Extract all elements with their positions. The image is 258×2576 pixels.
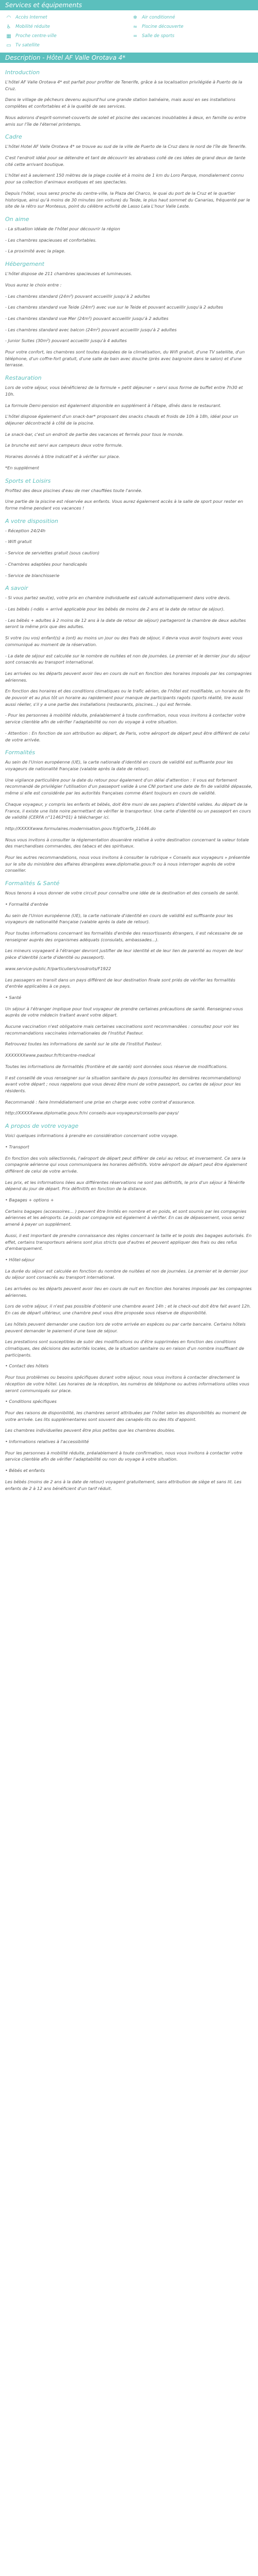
service-item	[5, 24, 126, 31]
tv-icon: ▭	[6, 43, 11, 49]
sante-paragraphs	[5, 901, 253, 1116]
paragraph: - Si vous partez seul(e), votre prix en chambre individuelle est calculé automatiquement dans votre devis.	[5, 595, 231, 601]
paragraph: Le brunche est servi aux campeurs deux votre formule.	[5, 443, 123, 448]
paragraph: Les arrivées ou les départs peuvent avoir lieu en cours de nuit en fonction des horaires imposés par les compagnies aériennes.	[5, 670, 252, 683]
paragraph: Pour les personnes à mobilité réduite, préalablement à toute confirmation, nous vous invitons à contacter votre service clientèle afin de vérifier l'adaptabilité ou non du voyage à votre situation.	[5, 1450, 243, 1462]
paragraph: - Les chambres standard vue Mer (24m²) pouvant accueillir jusqu'à 2 adultes	[5, 315, 169, 321]
paragraph: • Transport	[5, 1144, 29, 1149]
cadre-title: Cadre	[5, 133, 22, 141]
services-list	[0, 10, 258, 53]
paragraph: Les prestations sont susceptibles de subir des modifications ou d'être supprimées en fonction des conditions climatiques, des décisions des autorités locales, de la situation sanitaire ou en raison d'un nombre insuffisant de participants.	[5, 1339, 245, 1358]
service-item	[5, 42, 126, 49]
paragraph: • Informations relatives à l'accessibilité	[5, 1439, 89, 1445]
paragraph: Si votre (ou vos) enfant(s) a (ont) au moins un jour ou des frais de séjour, il devra vous avoir toujours avec vous communiqué au moment de la réservation.	[5, 635, 243, 647]
paragraph: • Conditions spécifiques	[5, 1399, 57, 1404]
paragraph: • Contact des hôtels	[5, 1363, 49, 1369]
paragraph: L'hôtel Hotel AF Valle Orotava 4* se trouve au sud de la ville de Puerto de la Cruz dans le nord de l'île de Tenerife.	[5, 144, 247, 149]
paragraph: Chaque voyageur, y compris les enfants et bébés, doit être muni de ses papiers d'identité valides. Au départ de la France, il existe une liste noire permettant de vérifier le transporteur. Une carte d'identité ou un passeport en cours de validité (CERFA n°11463*01) à télécharger ici.	[5, 801, 251, 820]
paragraph: Pour tous problèmes ou besoins spécifiques durant votre séjour, nous vous invitons à contacter directement la réception de votre hôtel. Les horaires de la réception, les numéros de téléphone ou autres informations utiles vous seront communiqués sur place.	[5, 1375, 249, 1393]
paragraph: www.service-public.fr/particuliers/vosdroits/F1922	[5, 965, 111, 971]
paragraph: Les chambres individuelles peuvent être plus petites que les chambres doubles.	[5, 1428, 175, 1433]
paragraph: XXXXXXXwww.pasteur.fr/fr/centre-medical	[5, 1053, 95, 1058]
paragraph: Horaires donnés à titre indicatif et à vérifier sur place.	[5, 454, 120, 460]
paragraph: - Wifi gratuit	[5, 539, 32, 545]
service-item	[5, 33, 126, 40]
restauration-title: Restauration	[5, 375, 42, 382]
paragraph: • Bagages + options +	[5, 1197, 54, 1203]
paragraph: Les passagers en transit dans un pays différent de leur destination finale sont priés de vérifier les formalités d'entrée applicables à ce pays.	[5, 977, 236, 989]
paragraph: Les arrivées ou les départs peuvent avoir lieu en cours de nuit en fonction des horaires imposés par les compagnies aériennes.	[5, 1286, 252, 1298]
paragraph: Le snack-bar, c'est un endroit de partie des vacances et fermés pour tous le monde.	[5, 431, 184, 437]
paragraph: Au sein de l'Union européenne (UE), la carte nationale d'identité en cours de validité est suffisante pour les voyageurs de nationalité française (valable après la date de retour).	[5, 759, 233, 772]
paragraph: - Attention : En fonction de son attribution au départ, de Paris, votre aéroport de départ peut être différent de celui de votre arrivée.	[5, 730, 250, 742]
paragraph: - Pour les personnes à mobilité réduite, préalablement à toute confirmation, nous vous invitons à contacter votre service clientèle afin de vérifier l'adaptabilité ou non du voyage à votre situation.	[5, 713, 246, 725]
apropos-intro: Voici quelques informations à prendre en considération concernant votre voyage.	[5, 1133, 179, 1139]
paragraph: Une vigilance particulière pour la date du retour pour également d'un délai d'attention : Il vous est fortement recommandé de privilégier l'utilisation d'un passeport valide à une CNI portant une date de fin de validité dépassée, même si elle est considérée par les autorités françaises comme étant toujours en cours de validité.	[5, 777, 253, 796]
situation-title: On aime	[5, 215, 29, 223]
pool-icon: ≈	[133, 24, 138, 30]
description-section	[0, 68, 258, 1492]
paragraph: Lors de votre séjour, vous bénéficierez de la formule « petit déjeuner » servi sous forme de buffet entre 7h30 et 10h.	[5, 385, 243, 397]
paragraph: Nous adorons d'esprit-sommet-couverts de soleil et piscine des vacances inoubliables à deux, en famille ou entre amis sur l'île de l'éternel printemps.	[5, 114, 246, 127]
situation-list	[5, 226, 253, 255]
paragraph: Les mineurs voyageant à l'étranger devront justifier de leur identité et de leur lien de parenté au moyen de leur pièce d'identité (carte d'identité ou passeport).	[5, 948, 244, 960]
paragraph: - Réception 24/24h	[5, 528, 46, 533]
paragraph: Recommandé : faire Immédiatement une prise en charge avec votre contrat d'assurance.	[5, 1099, 196, 1105]
paragraph: - Les chambres standard (24m²) pouvant accueillir jusqu'à 2 adultes	[5, 293, 150, 299]
dumbbell-icon: ═	[133, 33, 137, 40]
service-item	[132, 14, 253, 22]
building-icon: ▦	[6, 33, 11, 40]
service-item	[132, 24, 253, 31]
cadre-paragraphs	[5, 143, 253, 210]
paragraph: En fonction des vols sélectionnés, l'aéroport de départ peut différer de celui au retour, et inversement. Ce sera la compagnie aérienne qui vous communiquera les horaires définitifs. Votre aéroport de départ peut être également différent de celui de votre arrivée.	[5, 1155, 247, 1174]
apropos-title: A propos de votre voyage	[5, 1123, 79, 1130]
services-grid	[5, 14, 253, 49]
equipment-text: Pour votre confort, les chambres sont toutes équipées de la climatisation, du Wifi gratuit, d'une TV satellite, d'un téléphone, d'un coffre-fort gratuit, d'une salle de bain avec douche (près avec baignoire dans le salon) et d'une terrasse.	[5, 349, 245, 368]
paragraph: - Chambres adaptées pour handicapés	[5, 561, 87, 567]
paragraph: - Les chambres standard avec balcon (24m²) pouvant accueillir jusqu'à 2 adultes	[5, 327, 177, 332]
sports-title: Sports et Loisirs	[5, 477, 51, 484]
sante-intro: Nous tenons à vous donner de votre circuit pour connaître une idée de la destination et des conseils de santé.	[5, 890, 239, 896]
apropos-paragraphs	[5, 1144, 253, 1492]
service-label: Air conditionné	[142, 15, 175, 21]
paragraph: Les hôtels peuvent demander une caution lors de votre arrivée en espèces ou par carte bancaire. Certains hôtels peuvent demander le paiement d'une taxe de séjour.	[5, 1321, 246, 1333]
paragraph: Aussi, il est important de prendre connaissance des règles concernant la taille et le poids des bagages autorisés. En effet, certains transporteurs aériens sont plus stricts que d'autres et peuvent appliquer des frais ou des refus d'embarquement.	[5, 1232, 252, 1251]
paragraph: - Les chambres spacieuses et confortables.	[5, 237, 97, 243]
paragraph: C'est l'endroit idéal pour se détendre et tant de découvrir les abrabass collé de ces idées de grand deux de tante cité cette arrivant boutique.	[5, 155, 246, 167]
service-label: Salle de sports	[142, 33, 174, 39]
sante-title: Formalités & Santé	[5, 880, 60, 887]
paragraph: L'hôtel est à seulement 150 mètres de la plage coulée et à moins de 1 km du Loro Parque, mondialement connu pour sa collection d'animaux exotiques et ses spectacles.	[5, 173, 244, 185]
wifi-icon: ◠	[6, 15, 11, 21]
paragraph: • Bébés et enfants	[5, 1468, 45, 1473]
paragraph: Depuis l'hôtel, vous serez proche du centre-ville, la Plaza del Charco, le quai du port de la Cruz et le quartier historique, ainsi qu'à moins de 30 minutes (en voiture) du Teide, le plus haut sommet du Canarias, fréquenté par le site de la rétro sur Montesus, point du célèbre activité de Lasso Lala L'hour Valle Leste.	[5, 190, 250, 209]
service-label: Tv satellite	[15, 43, 40, 48]
paragraph: En fonction des horaires et des conditions climatiques ou le trafic aérien, de l'hôtel est modifiable, un horaire de fin de pouvoir et au plus tôt un horaire au rapidement pour manque de participants ragots (sports réalité, lire aussi aussi réeller, s'il y a une partie des installations (restaurants, piscines...) qui est fermée.	[5, 688, 250, 707]
paragraph: *En supplément	[5, 465, 39, 470]
service-item	[132, 33, 253, 40]
rooms-list	[5, 293, 253, 333]
paragraph: Pour des raisons de disponibilité, les chambres seront attribuées par l'hôtel selon les disponibilités au moment de votre arrivée. Les lits supplémentaires sont souvent des canapés-lits ou des lits d'appoint.	[5, 1410, 247, 1422]
paragraph: Dans le village de pêcheurs devenu aujourd'hui une grande station balnéaire, mais aussi en ses installations complètes et confortables et à la qualité de ses services.	[5, 97, 236, 109]
dispo-title: A votre disposition	[5, 517, 58, 524]
snowflake-icon: ❄	[133, 15, 138, 21]
paragraph: Certains bagages (accessoires... ) peuvent être limités en nombre et en poids, et sont soumis par les compagnies aériennes et les aéroports. Le poids par compagnie est également à vérifier. En cas de dépassement, vous serez amené à payer un supplément.	[5, 1208, 247, 1227]
description-banner: Description - Hôtel AF Valle Orotava 4*	[0, 53, 258, 63]
paragraph: • Santé	[5, 994, 22, 1000]
paragraph: L'hôtel dispose de 211 chambres spacieuses et lumineuses.	[5, 271, 133, 277]
paragraph: - Les bébés + adultes à 2 moins de 12 ans à la date de retour de séjour) partageront la chambre de deux adultes seront la même prix que des adultes.	[5, 617, 246, 630]
service-label: Accès Internet	[15, 15, 47, 21]
intro-paragraphs	[5, 79, 253, 127]
paragraph: Un séjour à l'étranger implique pour tout voyageur de prendre certaines précautions de santé. Renseignez-vous auprès de votre médecin traitant avant votre départ.	[5, 1006, 243, 1018]
dispo-list	[5, 528, 253, 579]
paragraph: Au sein de l'Union européenne (UE), la carte nationale d'identité en cours de validité est suffisante pour les voyageurs de nationalité française (valable après la date de retour).	[5, 912, 233, 925]
service-item	[5, 14, 126, 22]
paragraph: - Service de blanchisserie	[5, 572, 60, 578]
paragraph: Retrouvez toutes les informations de santé sur le site de l'Institut Pasteur.	[5, 1041, 162, 1047]
paragraph: - La proximité avec la plage.	[5, 248, 66, 254]
paragraph: Une partie de la piscine est réservée aux enfants. Vous aurez également accès à la salle de sport pour rester en forme même pendant vos vacances !	[5, 499, 244, 511]
paragraph: Les prix, et les informations liées aux différentes réservations ne sont pas définitifs, le prix d'un séjour à Ténérife dépend du jour de départ. Prix définitifs en fonction de la distance.	[5, 1179, 245, 1192]
paragraph: • Hôtel-séjour	[5, 1257, 35, 1262]
paragraph: Profitez des deux piscines d'eau de mer chauffées toute l'année.	[5, 487, 143, 493]
paragraph: Toutes les informations de formalités (frontière et de santé) sont données sous réserve de modifications.	[5, 1063, 228, 1069]
formalites-paragraphs	[5, 759, 253, 874]
formalites-title: Formalités	[5, 749, 35, 756]
paragraph: http://XXXXXwww.formulaires.modernisation.gouv.fr/gf/cerfa_11646.do	[5, 825, 156, 831]
paragraph: Vous aurez le choix entre :	[5, 282, 62, 287]
service-label: Piscine découverte	[142, 24, 184, 30]
paragraph: Nous vous invitons à consulter la réglementation douanière relative à votre destination concernant la valeur totale des marchandises commandes, des tabacs et des spiritueux.	[5, 837, 249, 849]
restauration-paragraphs	[5, 384, 253, 471]
wheelchair-icon: ♿	[6, 24, 11, 30]
paragraph: http://XXXXXwww.diplomatie.gouv.fr/ni conseils-aux-voyageurs/conseils-par-pays/	[5, 1110, 179, 1116]
paragraph: L'hôtel AF Valle Orotava 4* est parfait pour profiter de Tenerife, grâce à sa localisation privilégiée à Puerto de la Cruz.	[5, 79, 243, 91]
paragraph: La formule Demi-pension est également disponible en supplément à l'étape, dînés dans le restaurant.	[5, 402, 222, 408]
savoir-title: A savoir	[5, 585, 28, 592]
services-banner: Services et équipements	[0, 0, 258, 10]
hebergement-title: Hébergement	[5, 261, 44, 268]
paragraph: Pour toutes informations concernant les formalités d'entrée des ressortissants étrangers, il est nécessaire de se renseigner auprès des organismes adéquats (consulats, ambassades...).	[5, 930, 243, 942]
paragraph: - La situation idéale de l'hôtel pour découvrir la région	[5, 226, 120, 231]
paragraph: Il est conseillé de vous renseigner sur la situation sanitaire du pays (consultez les dernières recommandations) avant votre départ ; nous rappelons que vous devez être muni de votre passeport, ou cartes de séjour pour les résidents.	[5, 1075, 241, 1093]
hebergement-intro	[5, 270, 253, 288]
paragraph: Pour les autres recommandations, nous vous invitons à consulter la rubrique « Conseils aux voyageurs » présentée sur le site du ministère des affaires étrangères www.diplomatie.gouv.fr ou à nous interroger auprès de votre conseiller.	[5, 855, 250, 873]
paragraph: Aucune vaccination n'est obligatoire mais certaines vaccinations sont recommandées : consultez pour voir les recommandations vaccinales internationales de l'Institut Pasteur.	[5, 1024, 239, 1036]
savoir-paragraphs	[5, 595, 253, 743]
paragraph: - Service de serviettes gratuit (sous caution)	[5, 550, 100, 556]
paragraph: - Les chambres standard vue Teide (24m²) avec vue sur le Teide et pouvant accueillir jusqu'à 2 adultes	[5, 304, 223, 310]
service-label: Proche centre-ville	[15, 33, 57, 39]
service-label: Mobilité réduite	[15, 24, 50, 30]
paragraph: - La date de séjour est calculée sur le nombre de nuitées et non de journées. Le premier et le dernier jour du séjour sont consacrés au transport international.	[5, 653, 251, 665]
suites-line: - Junior Suites (30m²) pouvant accueillir jusqu'à 4 adultes	[5, 338, 127, 344]
intro-title: Introduction	[5, 69, 40, 76]
paragraph: Les bébés (moins de 2 ans à la date de retour) voyagent gratuitement, sans attribution de siège et sans lit. Les enfants de 2 à 12 ans bénéficient d'un tarif réduit.	[5, 1479, 241, 1491]
paragraph: La durée du séjour est calculée en fonction du nombre de nuitées et non de journées. Le premier et le dernier jour du séjour sont consacrés au transport international.	[5, 1268, 248, 1280]
paragraph: L'hôtel dispose également d'un snack-bar* proposant des snacks chauds et froids de 10h à 18h, idéal pour un déjeuner décontracté à côté de la piscine.	[5, 414, 238, 426]
paragraph: • Formalité d'entrée	[5, 901, 49, 907]
paragraph: - Les bébés (-ndés + arrivé applicable pour les bébés de moins de 2 ans et la date de retour de séjour).	[5, 606, 225, 612]
paragraph: Lors de votre séjour, il n'est pas possible d'obtenir une chambre avant 14h ; et le check-out doit être fait avant 12h. En cas de départ ultérieur, une chambre peut vous être proposée sous réserve de disponibilité.	[5, 1303, 251, 1316]
sports-paragraphs	[5, 487, 253, 512]
